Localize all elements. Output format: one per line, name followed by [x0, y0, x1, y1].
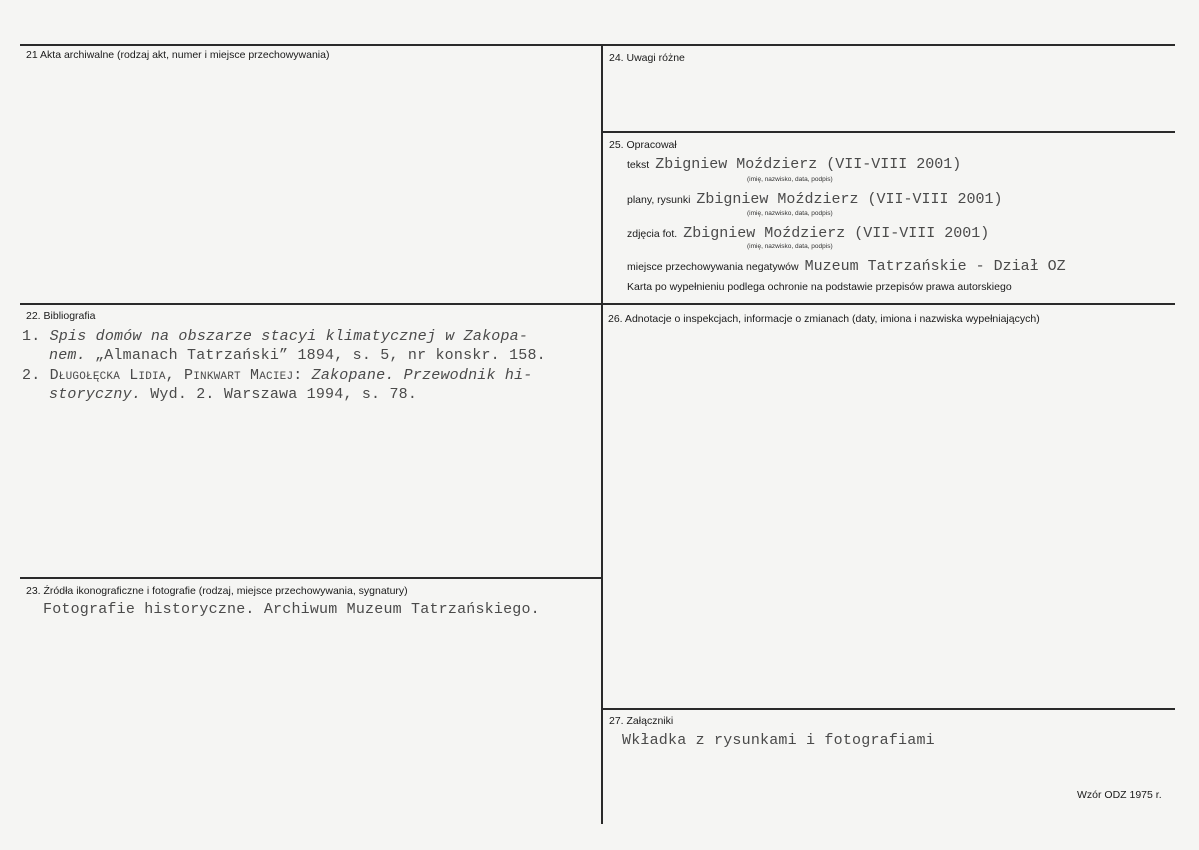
copyright-note: Karta po wypełnieniu podlega ochronie na podstawie przepisów prawa autorskiego — [627, 281, 1012, 293]
author-text-row — [627, 155, 961, 173]
author-plans-row — [627, 190, 1002, 208]
author-plans-value: Zbigniew Moździerz (VII-VIII 2001) — [696, 191, 1003, 208]
form-version: Wzór ODZ 1975 r. — [1077, 789, 1162, 801]
field-23-value: Fotografie historyczne. Archiwum Muzeum Tatrzańskiego. — [43, 601, 540, 618]
author-plans-label: plany, rysunki — [627, 194, 691, 206]
bibliography-entry-1-line-2: nem. „Almanach Tatrzański” 1894, s. 5, nr konskr. 158. — [49, 347, 546, 364]
divider-21-22 — [20, 303, 1175, 305]
top-border-line — [20, 44, 1175, 46]
author-text-label: tekst — [627, 159, 650, 171]
negatives-label: miejsce przechowywania negatywów — [627, 261, 799, 273]
bibliography-entry-2-line-2: storyczny. Wyd. 2. Warszawa 1994, s. 78. — [49, 386, 418, 403]
bibliography-entry-1-line-1: 1. Spis domów na obszarze stacyi klimatycznej w Zakopa- — [22, 328, 529, 345]
author-plans-hint: (imię, nazwisko, data, podpis) — [747, 210, 833, 217]
field-23-label: 23. Źródła ikonograficzne i fotografie (rodzaj, miejsce przechowywania, sygnatury) — [26, 585, 408, 597]
author-photos-label: zdjęcia fot. — [627, 228, 678, 240]
author-text-value: Zbigniew Moździerz (VII-VIII 2001) — [655, 156, 962, 173]
field-21-label: 21 Akta archiwalne (rodzaj akt, numer i miejsce przechowywania) — [26, 49, 330, 61]
author-photos-value: Zbigniew Moździerz (VII-VIII 2001) — [683, 225, 990, 242]
field-25-label: 25. Opracował — [609, 139, 677, 151]
divider-22-23 — [20, 577, 602, 579]
field-27-value: Wkładka z rysunkami i fotografiami — [622, 732, 935, 749]
field-27-label: 27. Załączniki — [609, 715, 674, 727]
author-text-hint: (imię, nazwisko, data, podpis) — [747, 176, 833, 183]
field-22-label: 22. Bibliografia — [26, 310, 96, 322]
author-photos-hint: (imię, nazwisko, data, podpis) — [747, 243, 833, 250]
bibliography-entry-1-title: Spis domów na obszarze stacyi klimatycznej w Zakopa- — [49, 328, 529, 345]
negatives-value: Muzeum Tatrzańskie - Dział OZ — [804, 258, 1066, 275]
divider-24-25 — [603, 131, 1175, 133]
bibliography-entry-2-authors: Długołęcka Lidia, Pinkwart Maciej: — [49, 367, 303, 384]
divider-26-27 — [603, 708, 1175, 710]
bibliography-entry-2-line-1: 2. Długołęcka Lidia, Pinkwart Maciej: Zakopane. Przewodnik hi- — [22, 367, 533, 384]
negatives-row — [627, 257, 1066, 275]
center-divider-line — [601, 44, 603, 824]
author-photos-row — [627, 224, 989, 242]
field-26-label: 26. Adnotacje o inspekcjach, informacje o zmianach (daty, imiona i nazwiska wypełniających) — [608, 313, 1040, 325]
field-24-label: 24. Uwagi różne — [609, 52, 685, 64]
